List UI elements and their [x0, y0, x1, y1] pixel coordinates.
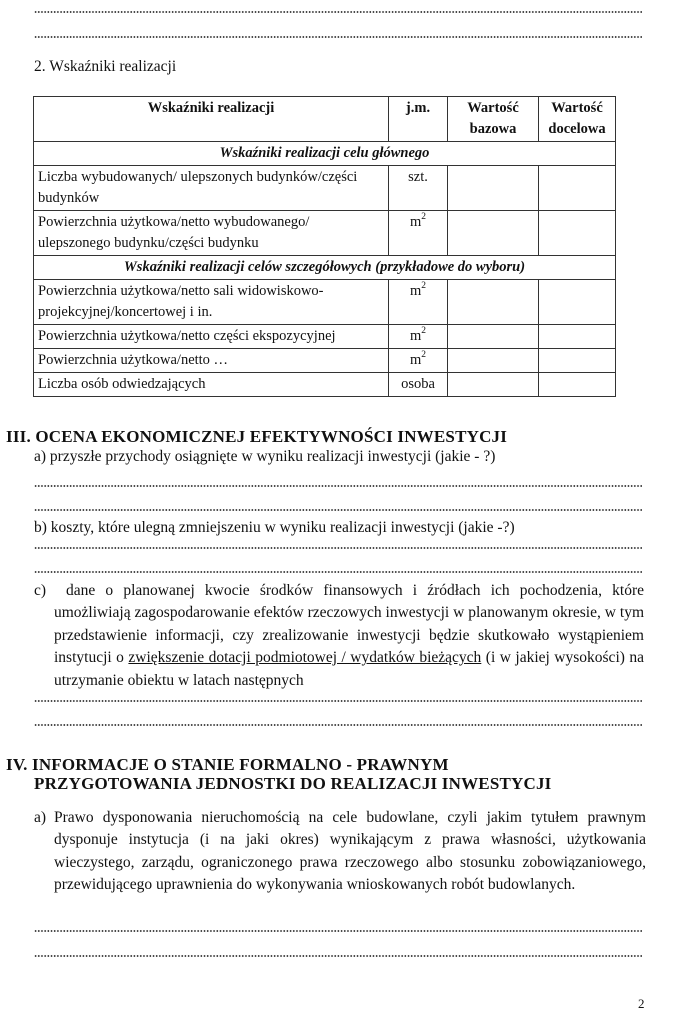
target-value-cell[interactable]: [539, 211, 616, 256]
answer-line: [34, 700, 642, 702]
answer-line: [34, 485, 642, 487]
section-4-heading-line-2: PRZYGOTOWANIA JEDNOSTKI DO REALIZACJI INWESTYCJI: [34, 774, 552, 793]
base-value-cell[interactable]: [448, 325, 539, 349]
target-value-cell[interactable]: [539, 166, 616, 211]
table-row: [34, 325, 616, 349]
table-row: [34, 373, 616, 397]
header-target-value: Wartość docelowa: [539, 97, 616, 142]
section-3-item-c-text: dane o planowanej kwocie środków finansowych i źródłach ich pochodzenia, które umożliwiają zagospodarowanie efektów rzeczowych inwestycji w planowanym okresie, w tym przedstawienie informacji, czy zrealizowanie inwestycji będzie skutkowało wystąpieniem instytucji o zwiększenie dotacji podmiotowej / wydatków bieżących (i w jakiej wysokości) na utrzymanie obiektu w latach następnych: [54, 582, 645, 689]
section-3-item-b: b) koszty, które ulegną zmniejszeniu w wyniku realizacji inwestycji (jakie -?): [34, 519, 515, 536]
answer-line: [34, 955, 642, 957]
indicator-name: Powierzchnia użytkowa/netto …: [34, 349, 389, 373]
table-row: [34, 166, 616, 211]
indicator-unit: szt.: [389, 166, 448, 211]
target-value-cell[interactable]: [539, 373, 616, 397]
section-3-item-a: a) przyszłe przychody osiągnięte w wyniku realizacji inwestycji (jakie - ?): [34, 448, 496, 465]
indicator-name: Powierzchnia użytkowa/netto sali widowiskowo-projekcyjnej/koncertowej i in.: [34, 280, 389, 325]
page-number: 2: [638, 996, 645, 1011]
indicator-unit: $m^2$: [389, 280, 448, 325]
header-unit: j.m.: [389, 97, 448, 142]
group-row: [34, 142, 616, 166]
table-row: [34, 280, 616, 325]
section-3-item-c-label: c): [34, 582, 47, 599]
indicator-name: Powierzchnia użytkowa/netto wybudowanego/ ulepszonego budynku/części budynku: [34, 211, 389, 256]
group-title: Wskaźniki realizacji celów szczegółowych (przykładowe do wyboru): [34, 256, 616, 280]
section-4-heading-line-1: IV. INFORMACJE O STANIE FORMALNO - PRAWNYM: [6, 755, 449, 774]
answer-line: [34, 11, 642, 13]
indicator-unit: $m^2$: [389, 325, 448, 349]
target-value-cell[interactable]: [539, 349, 616, 373]
indicator-unit: $m^2$: [389, 349, 448, 373]
group-row: [34, 256, 616, 280]
header-indicators: Wskaźniki realizacji: [34, 97, 389, 142]
answer-line: [34, 571, 642, 573]
table-row: [34, 211, 616, 256]
table-row: [34, 349, 616, 373]
indicators-table: [33, 96, 616, 397]
answer-line: [34, 36, 642, 38]
group-title: Wskaźniki realizacji celu głównego: [34, 142, 616, 166]
base-value-cell[interactable]: [448, 280, 539, 325]
indicator-name: Liczba wybudowanych/ ulepszonych budynków/części budynków: [34, 166, 389, 211]
section-4-item-a-label: a): [34, 809, 47, 826]
target-value-cell[interactable]: [539, 325, 616, 349]
answer-line: [34, 930, 642, 932]
section-3-heading: III. OCENA EKONOMICZNEJ EFEKTYWNOŚCI INWESTYCJI: [6, 427, 508, 446]
base-value-cell[interactable]: [448, 373, 539, 397]
target-value-cell[interactable]: [539, 280, 616, 325]
indicator-unit: osoba: [389, 373, 448, 397]
base-value-cell[interactable]: [448, 349, 539, 373]
indicator-name: Powierzchnia użytkowa/netto części ekspozycyjnej: [34, 325, 389, 349]
header-base-value: Wartość bazowa: [448, 97, 539, 142]
section-2-title: 2. Wskaźniki realizacji: [34, 58, 177, 75]
base-value-cell[interactable]: [448, 166, 539, 211]
answer-line: [34, 724, 642, 726]
underlined-phrase: zwiększenie dotacji podmiotowej / wydatków bieżących: [128, 649, 482, 667]
section-4-item-a-text: Prawo dysponowania nieruchomością na cele budowlane, czyli jakim tytułem prawnym dysponuje instytucja (i na jaki okres) wynikającym z prawa własności, użytkowania wieczystego, zarządu, ograniczonego prawa rzeczowego albo stosunku zobowiązaniowego, przewidującego uprawnienia do wykonywania wnioskowanych robót budowlanych.: [54, 809, 646, 894]
indicator-name: Liczba osób odwiedzających: [34, 373, 389, 397]
base-value-cell[interactable]: [448, 211, 539, 256]
answer-line: [34, 547, 642, 549]
table-header-row: [34, 97, 616, 142]
indicator-unit: $m^2$: [389, 211, 448, 256]
answer-line: [34, 509, 642, 511]
